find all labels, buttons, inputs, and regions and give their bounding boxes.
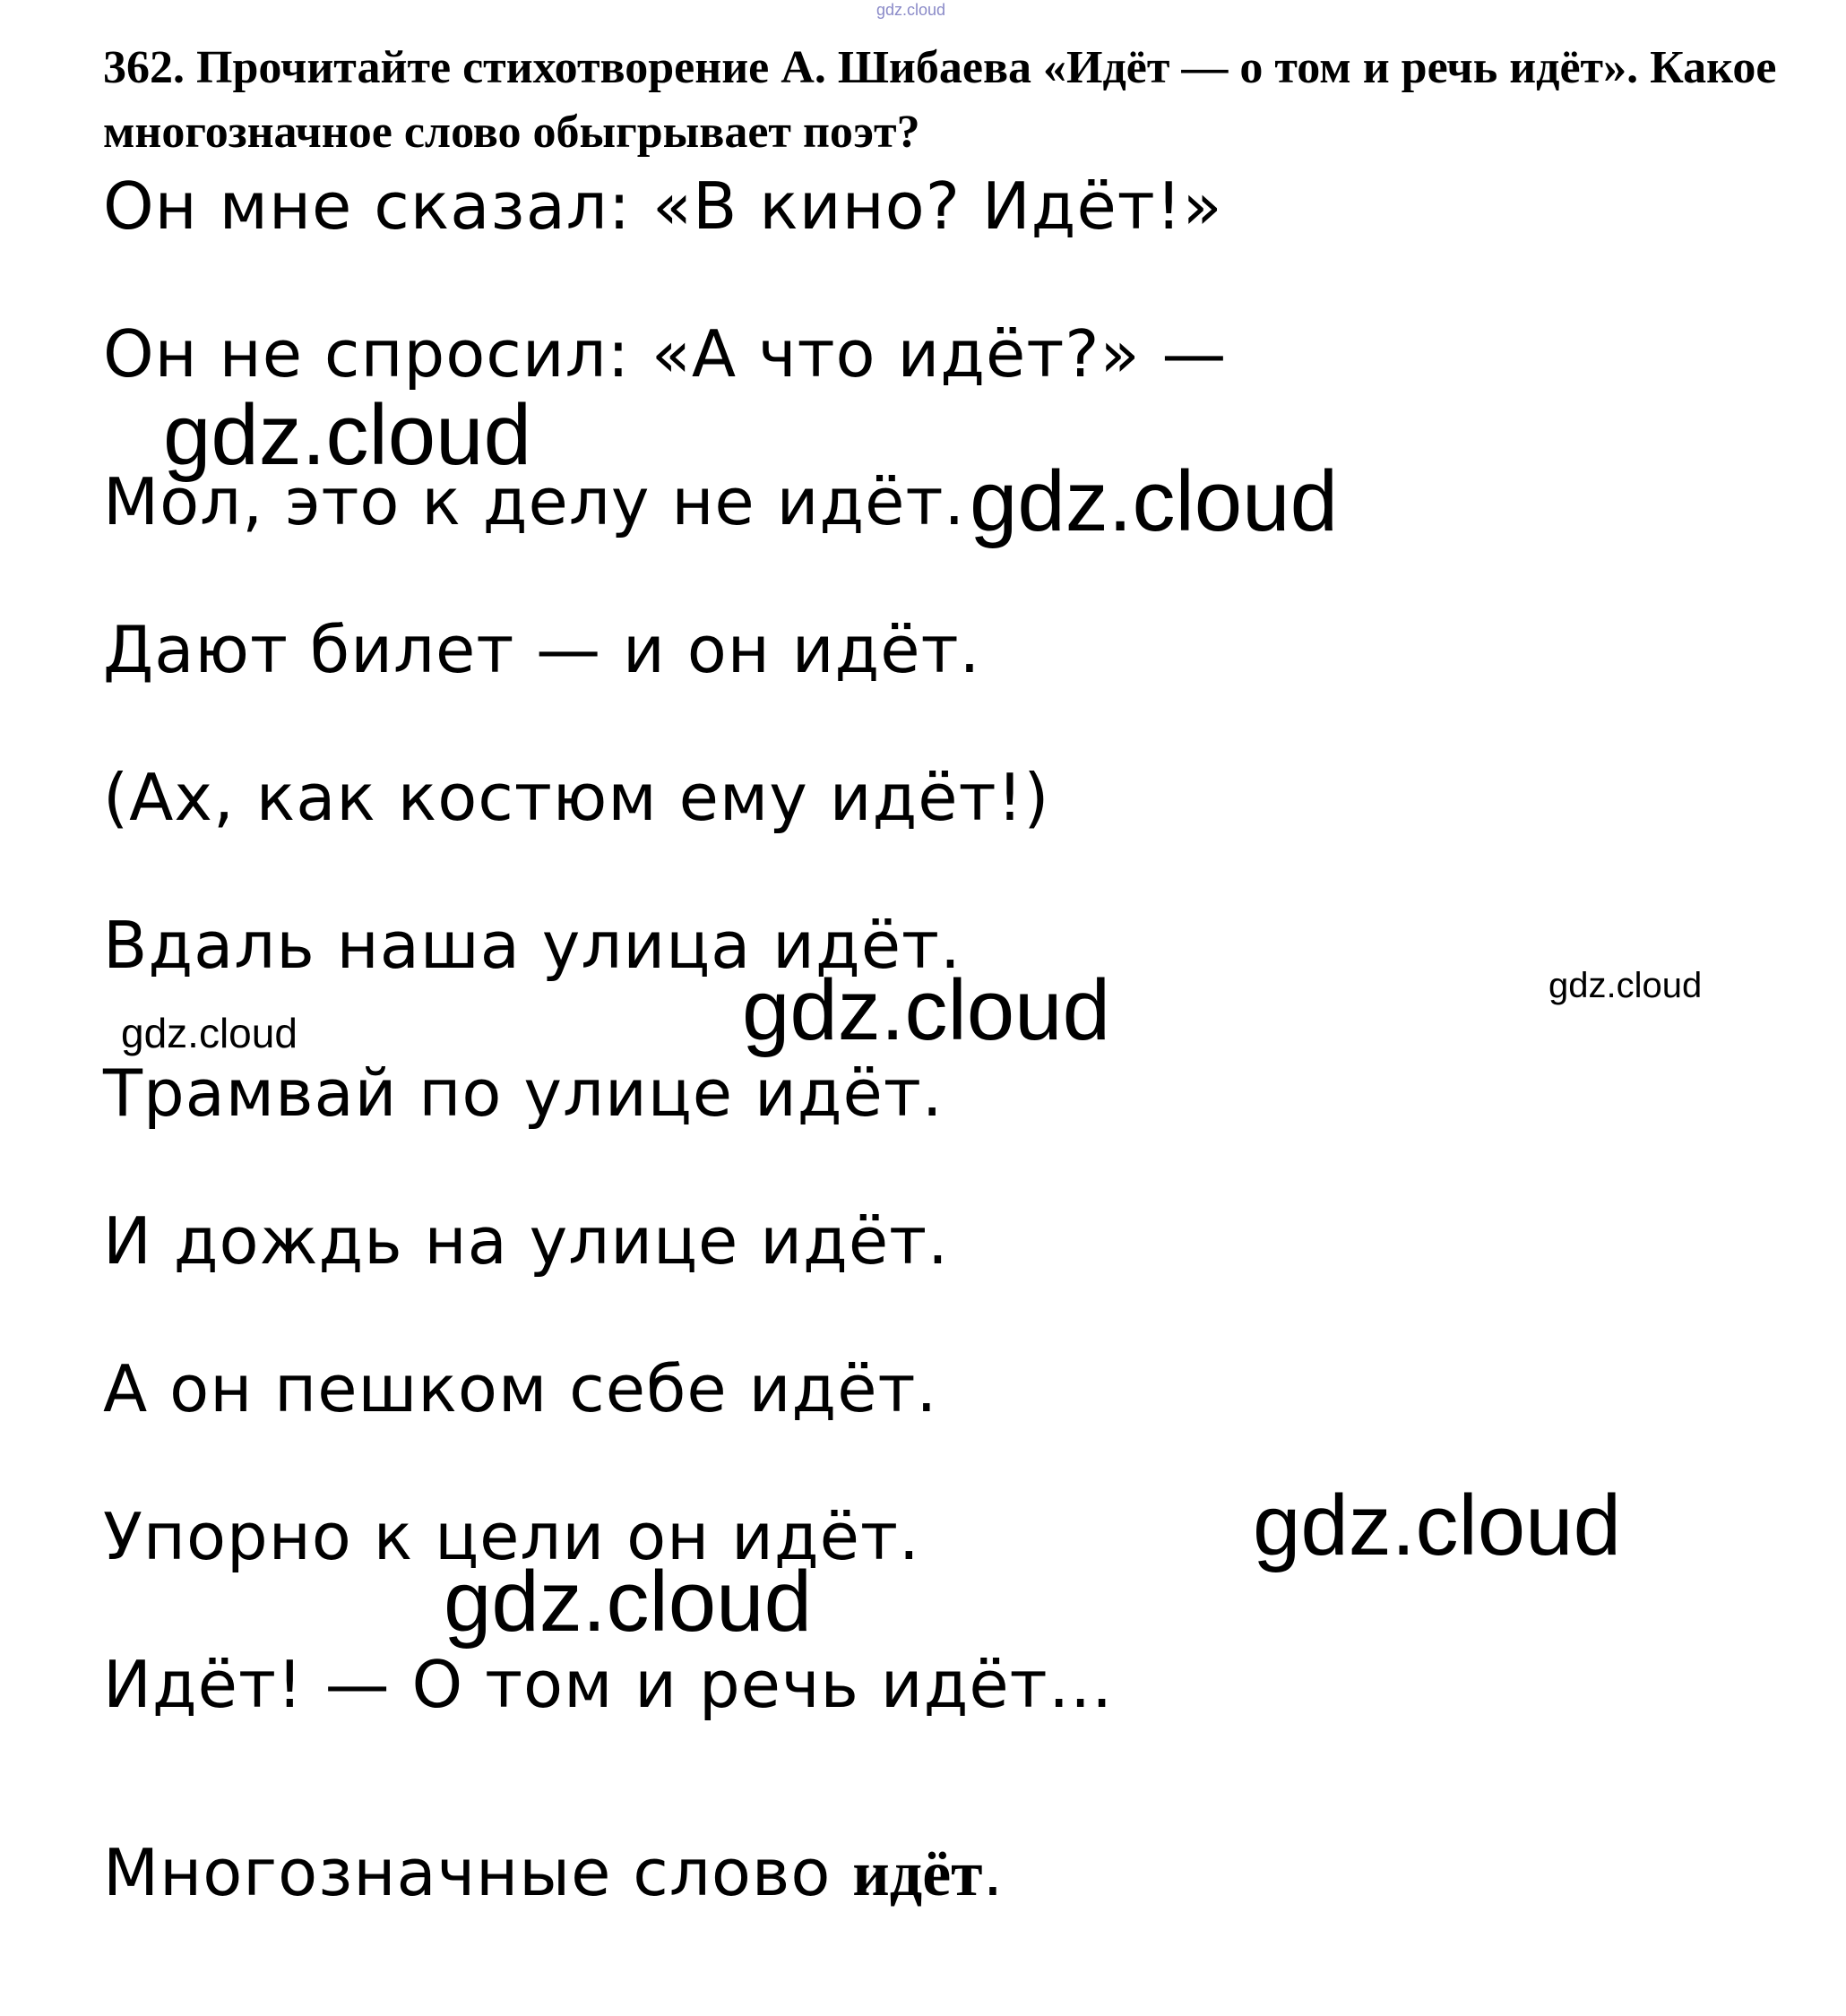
watermark-4: gdz.cloud	[1548, 966, 1703, 1005]
poem-line-9: А он пешком себе идёт.	[103, 1351, 938, 1426]
poem-line-7: Трамвай по улице идёт.	[103, 1055, 944, 1131]
poem-line-3: Мол, это к делу не идёт.	[103, 464, 966, 539]
poem-line-6: Вдаль наша улица идёт.	[103, 908, 962, 983]
poem-line-2: Он не спросил: «А что идёт?» —	[103, 316, 1228, 392]
answer-prefix: Многозначные слово	[103, 1835, 853, 1910]
watermark-6: gdz.cloud	[1253, 1478, 1621, 1573]
poem-line-5: (Ах, как костюм ему идёт!)	[103, 760, 1050, 835]
watermark-top: gdz.cloud	[876, 1, 946, 19]
answer-word: идёт	[852, 1838, 983, 1909]
watermark-7: gdz.cloud	[444, 1554, 812, 1650]
poem-line-8: И дождь на улице идёт.	[103, 1203, 949, 1279]
task-heading: 362. Прочитайте стихотворение А. Шибаева «Идёт — о том и речь идёт». Какое многозначное слово обыгрывает поэт?	[103, 42, 1777, 158]
watermark-1: gdz.cloud	[163, 387, 531, 483]
poem-line-10: Упорно к цели он идёт.	[103, 1499, 920, 1574]
answer-line	[103, 1832, 1004, 1914]
poem-line-1: Он мне сказал: «В кино? Идёт!»	[103, 168, 1223, 244]
watermark-5: gdz.cloud	[121, 1010, 298, 1056]
watermark-3: gdz.cloud	[742, 962, 1110, 1058]
answer-suffix: .	[982, 1835, 1005, 1910]
poem-line-4: Дают билет — и он идёт.	[103, 612, 981, 687]
watermark-2: gdz.cloud	[970, 453, 1338, 549]
poem-line-11: Идёт! — О том и речь идёт…	[103, 1647, 1114, 1722]
